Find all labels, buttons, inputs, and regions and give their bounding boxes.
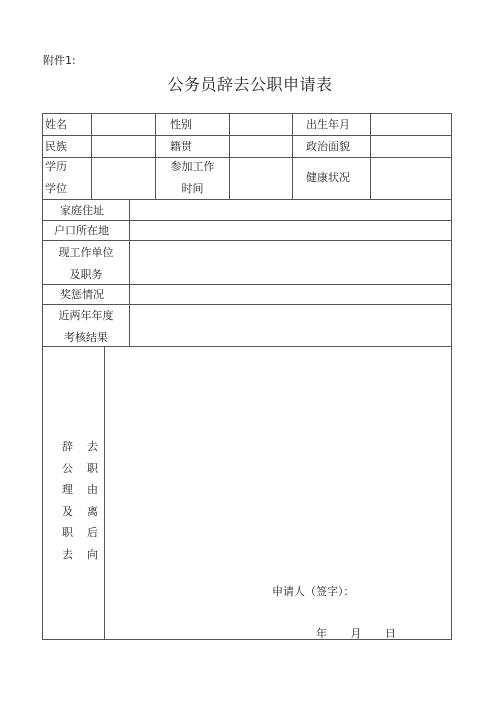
household-label: 户口所在地 — [54, 224, 109, 237]
work-start-label — [156, 160, 229, 196]
ethnicity-field[interactable] — [92, 136, 154, 157]
education-field[interactable] — [92, 158, 154, 199]
table-rule — [42, 113, 43, 640]
appraisal-label — [43, 309, 129, 345]
applicant-signature-label: 申请人（签字）： — [272, 585, 355, 598]
reason-line: 去向 — [62, 547, 112, 561]
birth-date-field[interactable] — [371, 114, 450, 135]
reason-line: 及离 — [62, 504, 112, 518]
health-label: 健康状况 — [306, 171, 350, 184]
native-place-label: 籍贯 — [170, 140, 192, 153]
appraisal-label-line1: 近两年年度 — [58, 309, 114, 322]
work-unit-label-line1: 现工作单位 — [58, 246, 114, 259]
degree-label: 学位 — [45, 182, 67, 195]
appraisal-field[interactable] — [130, 305, 450, 346]
birth-date-label: 出生年月 — [306, 118, 350, 131]
work-unit-label-line2: 及职务 — [69, 268, 103, 281]
name-label: 姓名 — [45, 118, 67, 131]
address-label: 家庭住址 — [60, 204, 104, 217]
gender-field[interactable] — [230, 114, 291, 135]
ethnicity-label: 民族 — [45, 140, 67, 153]
form-title: 公务员辞去公职申请表 — [167, 75, 333, 94]
education-label: 学历 — [45, 160, 67, 173]
table-rule — [292, 113, 293, 200]
political-status-field[interactable] — [371, 136, 450, 157]
household-field[interactable] — [130, 221, 450, 240]
work-start-field[interactable] — [230, 158, 291, 199]
native-place-field[interactable] — [230, 136, 291, 157]
work-unit-field[interactable] — [130, 241, 450, 284]
gender-label: 性别 — [170, 118, 192, 131]
signature-date: 年 月 日 — [316, 627, 396, 640]
rewards-label: 奖惩情况 — [60, 288, 104, 301]
reason-line: 公职 — [62, 461, 112, 475]
rewards-field[interactable] — [130, 285, 450, 304]
name-field[interactable] — [92, 114, 154, 135]
health-field[interactable] — [371, 158, 450, 199]
table-rule — [451, 113, 452, 640]
work-unit-label — [43, 246, 129, 282]
address-field[interactable] — [130, 200, 450, 220]
appraisal-label-line2: 考核结果 — [64, 331, 108, 344]
reason-line: 辞去 — [62, 440, 112, 453]
work-start-label-line1: 参加工作 — [170, 160, 215, 173]
work-start-label-line2: 时间 — [181, 182, 204, 195]
reason-line: 理由 — [62, 483, 112, 496]
resignation-reason-field[interactable] — [105, 347, 450, 577]
political-status-label: 政治面貌 — [306, 140, 350, 153]
reason-line: 职后 — [62, 526, 112, 539]
attachment-label: 附件1: — [43, 54, 76, 67]
